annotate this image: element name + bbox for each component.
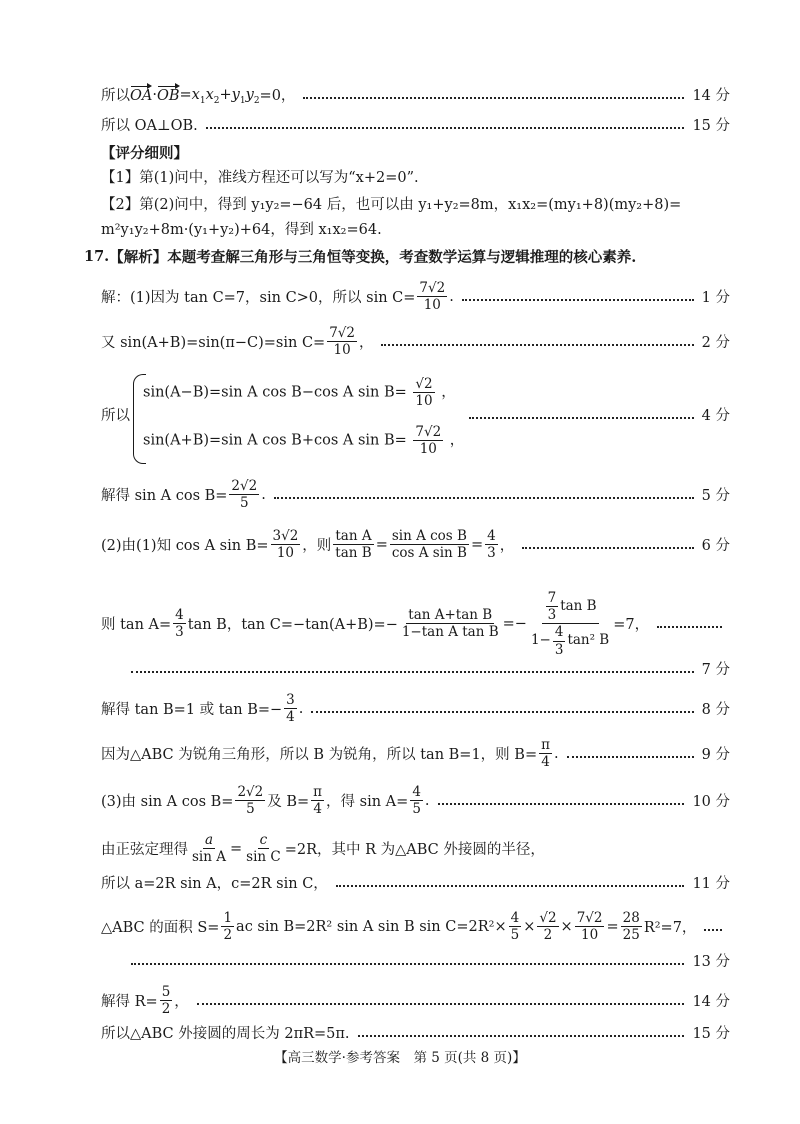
dot-leader: [657, 626, 722, 628]
step-13-score: [101, 950, 730, 971]
line-text: .: [449, 288, 454, 305]
line-text: R²=7，: [643, 920, 697, 937]
fraction: $\frac{\text{sin A cos B}}{\text{cos A sin B}}$: [391, 528, 467, 562]
line-text: .: [553, 745, 559, 762]
line-text: 所以 a=2R sin A，c=2R sin C，: [101, 876, 328, 892]
line-text: ，: [358, 335, 374, 352]
dot-leader: [704, 929, 722, 931]
score-label: 5 分: [701, 488, 730, 505]
equation-text: ，: [449, 432, 465, 449]
step-13: [101, 910, 730, 943]
line-text: 所以: [101, 88, 130, 104]
problem-17-header: [84, 246, 730, 267]
line-text: =0，: [259, 88, 296, 104]
line-14: 所以 OA · OB = $x_1x_2+y_1y_2$ =0， 14 分: [101, 84, 730, 105]
fraction: $\frac{1}{2}$: [223, 910, 233, 944]
page-footer: 【高三数学·参考答案 第 5 页(共 8 页)】: [274, 1050, 526, 1066]
score-label: 15 分: [692, 1026, 730, 1042]
fraction: $\frac{7√2}{10}$: [329, 325, 355, 359]
fraction: $\frac{5}{2}$: [161, 984, 171, 1018]
dot-leader: [303, 97, 684, 99]
note-text: 【2】第(2)问中，得到 y₁y₂=−64 后，也可以由 y₁+y₂=8m，x₁x₂=(my₁+8)(my₂+8)=: [101, 197, 682, 213]
dot-leader: [131, 671, 694, 673]
fraction: $\frac{7√2}{10}$: [576, 910, 603, 944]
fraction: $\frac{3}{4}$: [286, 692, 295, 726]
line-text: =−: [502, 615, 527, 632]
line-text: 解得 tan B=1 或 tan B=−: [101, 702, 283, 719]
line-15: [101, 114, 730, 135]
note-2-cont: [101, 218, 730, 239]
score-label: 4 分: [701, 408, 730, 424]
note-2: [101, 193, 730, 214]
fraction: $\frac{7√2}{10}$: [415, 424, 442, 458]
sine-rule-line: [101, 832, 730, 865]
dot-leader: [522, 547, 693, 549]
section-heading: [101, 142, 730, 163]
step-1: [101, 280, 730, 313]
step-7-score: [101, 658, 730, 679]
score-label: 13 分: [692, 954, 730, 970]
fraction: $\frac{2√2}{5}$: [237, 784, 264, 818]
fraction: $\frac{4}{3}$: [175, 607, 184, 641]
dot-leader: [469, 417, 694, 419]
line-text: △ABC 的面积 S=: [101, 920, 220, 937]
fraction: $\frac{\text{tan A}}{\text{tan B}}$: [335, 528, 372, 562]
problem-number: 17.: [84, 248, 110, 265]
line-text: (2)由(1)知 cos A sin B=: [101, 538, 269, 555]
fraction: $\frac{4}{5}$: [412, 784, 421, 818]
dot-leader: [438, 803, 685, 805]
line-text: 解得 sin A cos B=: [101, 488, 228, 505]
fraction: $\frac{3√2}{10}$: [272, 528, 299, 562]
step-5: [101, 478, 730, 511]
fraction: $\frac{\pi}{4}$: [313, 784, 323, 818]
score-label: 6 分: [701, 538, 730, 555]
equation-2: [143, 424, 464, 457]
step-10: [101, 784, 730, 817]
line-text: ，得 sin A=: [326, 794, 409, 811]
line-text: ×: [560, 918, 573, 935]
heading-text: 【评分细则】: [101, 145, 188, 162]
line-text: 所以 OA⊥OB.: [101, 118, 198, 134]
line-text: 解：(1)因为 tan C=7，sin C>0，所以 sin C=: [101, 290, 416, 307]
line-text: ，则: [302, 538, 332, 555]
line-text: 及 B=: [267, 794, 310, 811]
line-text: ×: [523, 918, 536, 935]
fraction: $\frac{7}{3}$: [547, 590, 557, 624]
dot-leader: [462, 299, 694, 301]
fraction: $\frac{\text{tan A+tan B}}{\text{1−tan A tan B}}$: [401, 607, 499, 641]
step-14: [101, 984, 730, 1017]
dot-leader: [381, 344, 693, 346]
fraction: $\frac{√2}{10}$: [415, 376, 433, 410]
fraction: $\frac{a}{\text{sin A}}$: [192, 832, 226, 866]
dot-leader: [311, 711, 693, 713]
fraction: $\frac{c}{\text{sin C}}$: [246, 832, 281, 866]
line-text: =: [179, 86, 192, 103]
fraction: $\frac{28}{25}$: [622, 910, 640, 944]
dot-leader: [131, 963, 684, 965]
step-6: (2)由(1)知 cos A sin B= $\frac{3√2}{10}$ ，则 $\frac{\text{tan A}}{\text{tan B}}$ = $\frac{\text{sin A cos B}}{\text{cos A sin B}}$ = $\frac{4}{3}$ ， 6 分: [101, 528, 730, 562]
product-expr: $x_1x_2+y_1y_2$: [191, 86, 260, 106]
fraction: $\frac{√2}{2}$: [539, 910, 557, 944]
line-text: 解得 R=: [101, 994, 158, 1011]
dot-leader: [336, 885, 685, 887]
equation-text: sin(A+B)=sin A cos B+cos A sin B=: [143, 432, 407, 449]
fraction: $\frac{4}{3}$: [554, 624, 564, 658]
line-text: =2R，其中 R 为△ABC 外接圆的半径，: [284, 842, 545, 859]
line-text: 则 tan A=: [101, 617, 172, 634]
line-text: 所以: [101, 408, 130, 424]
score-label: 8 分: [701, 702, 730, 719]
line-text: 由正弦定理得: [101, 842, 188, 859]
score-label: 14 分: [692, 88, 730, 104]
line-text: =7，: [613, 617, 650, 634]
line-text: .: [298, 700, 304, 717]
fraction: $\frac{2√2}{5}$: [231, 478, 258, 512]
fraction: $\frac{4}{5}$: [510, 910, 520, 944]
line-text: ，: [499, 538, 515, 555]
step-8: [101, 692, 730, 725]
score-label: 10 分: [692, 794, 730, 811]
note-text: 【1】第(1)问中，准线方程还可以写为“x+2=0”.: [101, 170, 419, 186]
equation-text: sin(A−B)=sin A cos B−cos A sin B=: [143, 384, 407, 401]
step-7: [101, 590, 730, 658]
step-2: [101, 325, 730, 358]
score-label: 14 分: [692, 994, 730, 1011]
line-text: .: [261, 486, 266, 503]
fraction: $\frac{\pi}{4}$: [541, 737, 550, 771]
equation-text: ，: [441, 384, 456, 401]
analysis-text: 【解析】本题考查解三角形与三角恒等变换，考查数学运算与逻辑推理的核心素养.: [109, 249, 637, 266]
note-text: m²y₁y₂+8m·(y₁+y₂)+64，得到 x₁x₂=64.: [101, 222, 382, 238]
dot-leader: [206, 127, 685, 129]
fraction: $\frac{7√2}{10}$: [419, 280, 446, 314]
step-11: [101, 872, 730, 893]
line-text: .: [424, 792, 430, 809]
score-label: 9 分: [701, 747, 730, 764]
line-text: 所以△ABC 外接圆的周长为 2πR=5π.: [101, 1026, 350, 1042]
line-text: ac sin B=2R² sin A sin B sin C=2R²×: [236, 918, 507, 935]
line-text: 因为△ABC 为锐角三角形，所以 B 为锐角，所以 tan B=1，则 B=: [101, 747, 538, 764]
line-text: tan B，tan C=−tan(A+B)=−: [187, 617, 398, 634]
line-text: =: [606, 918, 619, 935]
equation-1: [143, 376, 456, 409]
dot-leader: [274, 497, 694, 499]
line-text: 又 sin(A+B)=sin(π−C)=sin C=: [101, 335, 326, 352]
complex-fraction: $\frac{7}{3}$ tan B 1− $\frac{4}{3}$ tan² B: [530, 590, 610, 658]
score-label: 2 分: [701, 335, 730, 352]
note-1: [101, 166, 730, 187]
vector-oa: OA: [130, 85, 152, 104]
dot-leader: [358, 1035, 685, 1037]
step-9: [101, 737, 730, 770]
line-text: (3)由 sin A cos B=: [101, 794, 234, 811]
line-text: =: [229, 840, 243, 857]
score-label: 7 分: [701, 662, 730, 678]
score-label: 15 分: [692, 118, 730, 134]
fraction: $\frac{4}{3}$: [487, 528, 496, 562]
vector-ob: OB: [157, 85, 180, 104]
line-text: ，: [174, 994, 189, 1011]
dot-leader: [197, 1003, 685, 1005]
dot-leader: [567, 756, 694, 758]
step-15: [101, 1022, 730, 1043]
score-label: 1 分: [701, 290, 730, 307]
score-label: 11 分: [692, 876, 730, 892]
